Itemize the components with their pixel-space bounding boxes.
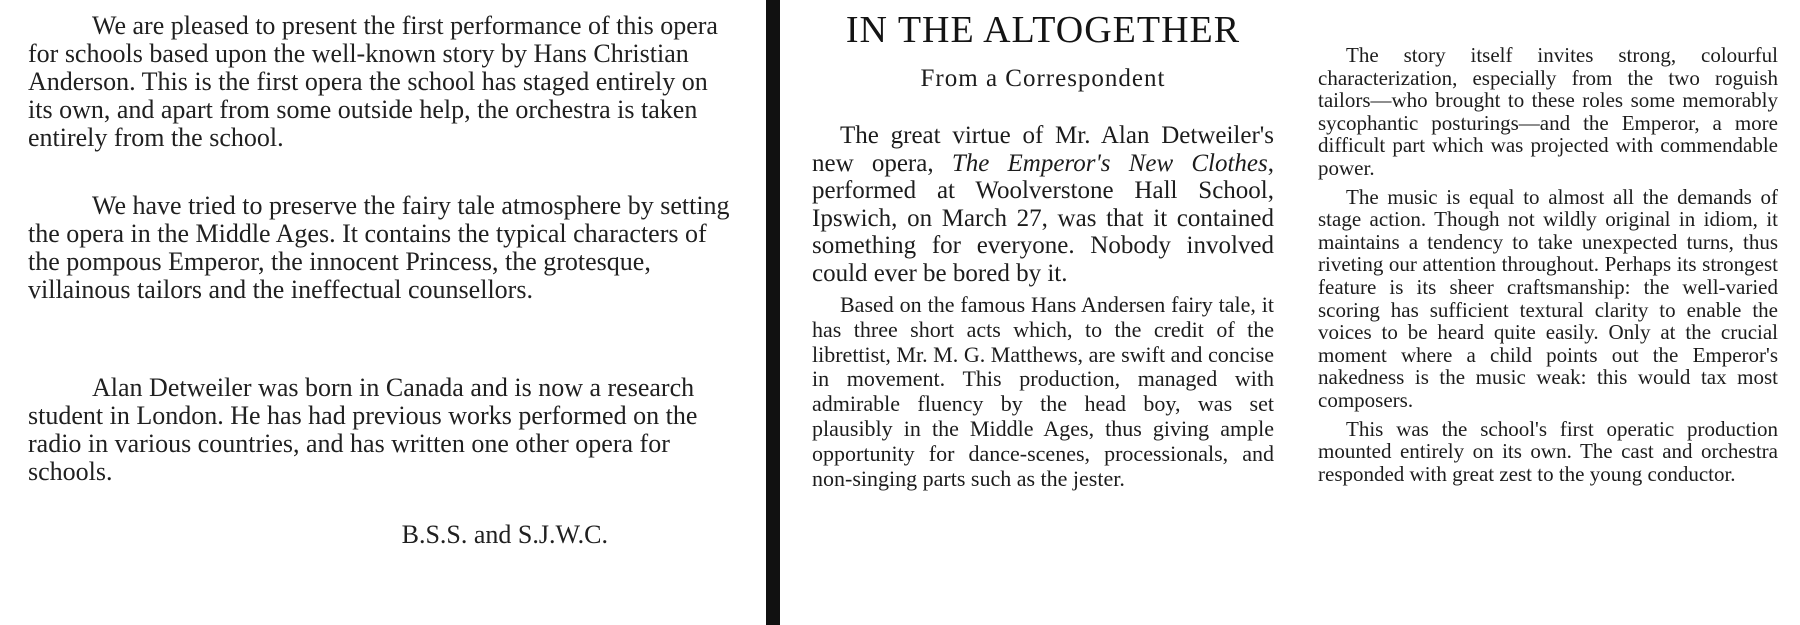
lead-text-end: , performed at Woolverstone Hall School, Ipswich, on March 27, was that it contained something for everyone. Nobody involved could ever be bored by it. (812, 149, 1274, 287)
review-paragraph-5: This was the school's first operatic production mounted entirely on its own. The cast and orchestra responded with great zest to the young conductor. (1318, 416, 1778, 486)
programme-paragraph-3: Alan Detweiler was born in Canada and is now a research student in London. He has had previous works performed on the radio in various countries, and has written one other opera for schools. (28, 373, 698, 486)
programme-note (0, 0, 766, 625)
programme-paragraph-2: We have tried to preserve the fairy tale atmosphere by setting the opera in the Middle Ages. It contains the typical characters of the pompous Emperor, the innocent Princess, the grotesque, villainous tailors and the ineffectual counsellors. (28, 191, 730, 304)
review-headline: IN THE ALTOGETHER (845, 9, 1241, 51)
page-gutter-left (766, 0, 780, 625)
review-byline: From a Correspondent (920, 65, 1166, 92)
lead-text-start: The great virtue of Mr. Alan Detweiler's new opera, (812, 122, 1274, 177)
programme-paragraph-1: We are pleased to present the first performance of this opera for schools based upon the well-known story by Hans Christian Anderson. This is the first opera the school has staged entirely on its own, and apart from some outside help, the orchestra is taken entirely from the school. (28, 11, 718, 152)
review-lead-paragraph (812, 122, 1274, 287)
review-paragraph-4: The music is equal to almost all the demands of stage action. Though not wildly original in idiom, it maintains a tendency to take unexpected turns, thus riveting our attention throughout. Perhaps its strongest feature is its sheer craftsmanship: the well-varied scoring has sufficient textural clarity to enable the voices to be heard quite easily. Only at the crucial moment where a child points out the Emperor's nakedness is the music weak: this would tax most composers. (1318, 184, 1778, 412)
column-separator (1282, 0, 1300, 625)
opera-title: The Emperor's New Clothes (951, 149, 1268, 177)
review-column-one (780, 0, 1282, 625)
review-column-two (1300, 0, 1800, 625)
review-paragraph-2: Based on the famous Hans Andersen fairy tale, it has three short acts which, to the credit of the librettist, Mr. M. G. Matthews, are swift and concise in movement. This production, managed with admirable fluency by the head boy, was set plausibly in the Middle Ages, thus giving ample opportunity for dance-scenes, processionals, and non-singing parts such as the jester. (812, 292, 1274, 491)
review-paragraph-3: The story itself invites strong, colourful characterization, especially from the two roguish tailors—who brought to these roles some memorably sycophantic posturings—and the Emperor, a more difficult part which was projected with commendable power. (1318, 43, 1778, 180)
programme-signature: B.S.S. and S.J.W.C. (401, 520, 608, 549)
